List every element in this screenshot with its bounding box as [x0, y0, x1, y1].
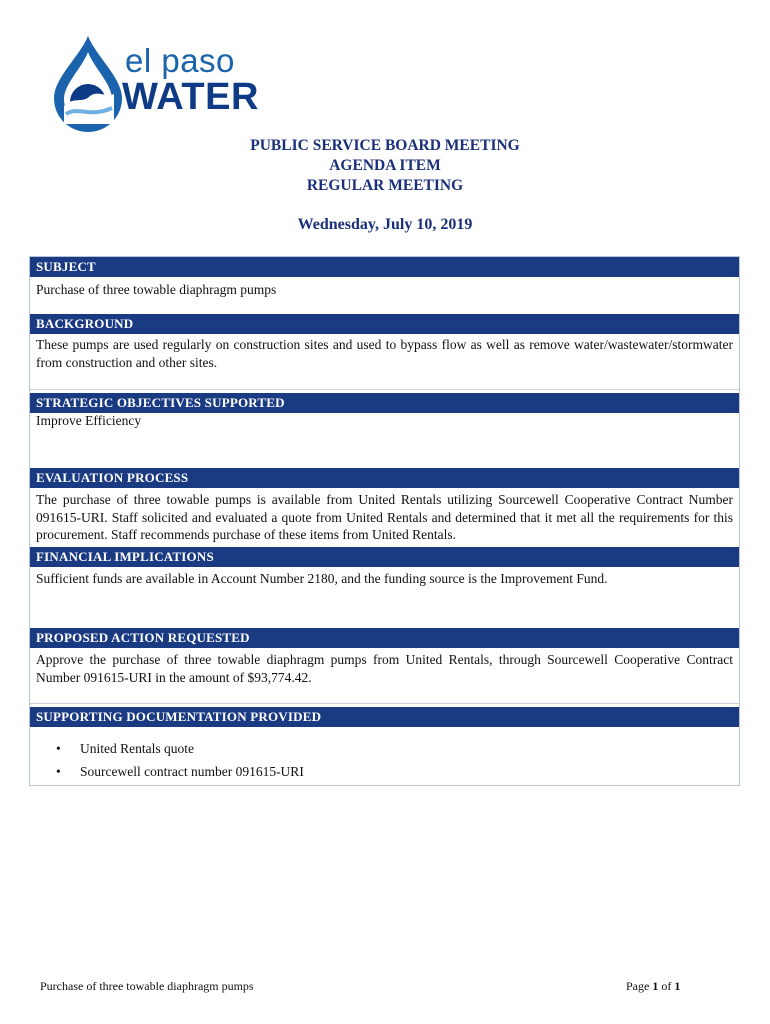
- supporting-documentation-list: [36, 737, 304, 783]
- section-divider: [30, 389, 739, 390]
- evaluation-process-text: The purchase of three towable pumps is available from United Rentals utilizing Sourcewell Cooperative Contract Number 091615-URI. Staff solicited and evaluated a quote from United Rentals and determined that it met all the requirements for this procurement. Staff recommends purchase of these items from United Rentals.: [36, 492, 733, 542]
- logo-text-el-paso: el paso: [125, 42, 235, 79]
- list-item: [56, 737, 304, 760]
- page-number: [626, 979, 680, 994]
- page-current: 1: [652, 979, 659, 993]
- of-word: of: [661, 979, 672, 993]
- bullet-icon: •: [56, 741, 61, 756]
- header-line-2: AGENDA ITEM: [329, 157, 441, 174]
- meeting-date: Wednesday, July 10, 2019: [297, 216, 473, 233]
- financial-implications-text: Sufficient funds are available in Account Number 2180, and the funding source is the Improvement Fund.: [36, 571, 608, 586]
- header-line-3: REGULAR MEETING: [306, 177, 464, 194]
- subject-text: Purchase of three towable diaphragm pumps: [36, 282, 277, 297]
- logo-text-water: WATER: [122, 76, 259, 118]
- list-item-text: United Rentals quote: [80, 741, 194, 756]
- water-drop-icon: [50, 34, 130, 134]
- strategic-objectives-text: Improve Efficiency: [36, 413, 142, 428]
- list-item-text: Sourcewell contract number 091615-URI: [80, 764, 304, 779]
- subject-heading: SUBJECT: [30, 257, 739, 277]
- page-total: 1: [674, 979, 681, 993]
- background-heading: BACKGROUND: [30, 314, 739, 334]
- evaluation-process-heading: EVALUATION PROCESS: [30, 468, 739, 488]
- header-line-1: PUBLIC SERVICE BOARD MEETING: [250, 137, 520, 154]
- supporting-documentation-heading: SUPPORTING DOCUMENTATION PROVIDED: [30, 707, 739, 727]
- page-word: Page: [626, 979, 650, 993]
- bullet-icon: •: [56, 764, 61, 779]
- background-text: These pumps are used regularly on construction sites and used to bypass flow as well as remove water/wastewater/stormwater from construction and other sites.: [36, 337, 733, 370]
- financial-implications-heading: FINANCIAL IMPLICATIONS: [30, 547, 739, 567]
- proposed-action-text: Approve the purchase of three towable diaphragm pumps from United Rentals, through Sourcewell Cooperative Contract Number 091615-URI in the amount of $93,774.42.: [36, 652, 733, 685]
- strategic-objectives-heading: STRATEGIC OBJECTIVES SUPPORTED: [30, 393, 739, 413]
- proposed-action-heading: PROPOSED ACTION REQUESTED: [30, 628, 739, 648]
- agenda-item-table: [29, 256, 740, 786]
- footer-subject: Purchase of three towable diaphragm pumps: [40, 979, 254, 993]
- document-header: [0, 136, 770, 196]
- section-divider: [30, 703, 739, 704]
- list-item: [56, 760, 304, 783]
